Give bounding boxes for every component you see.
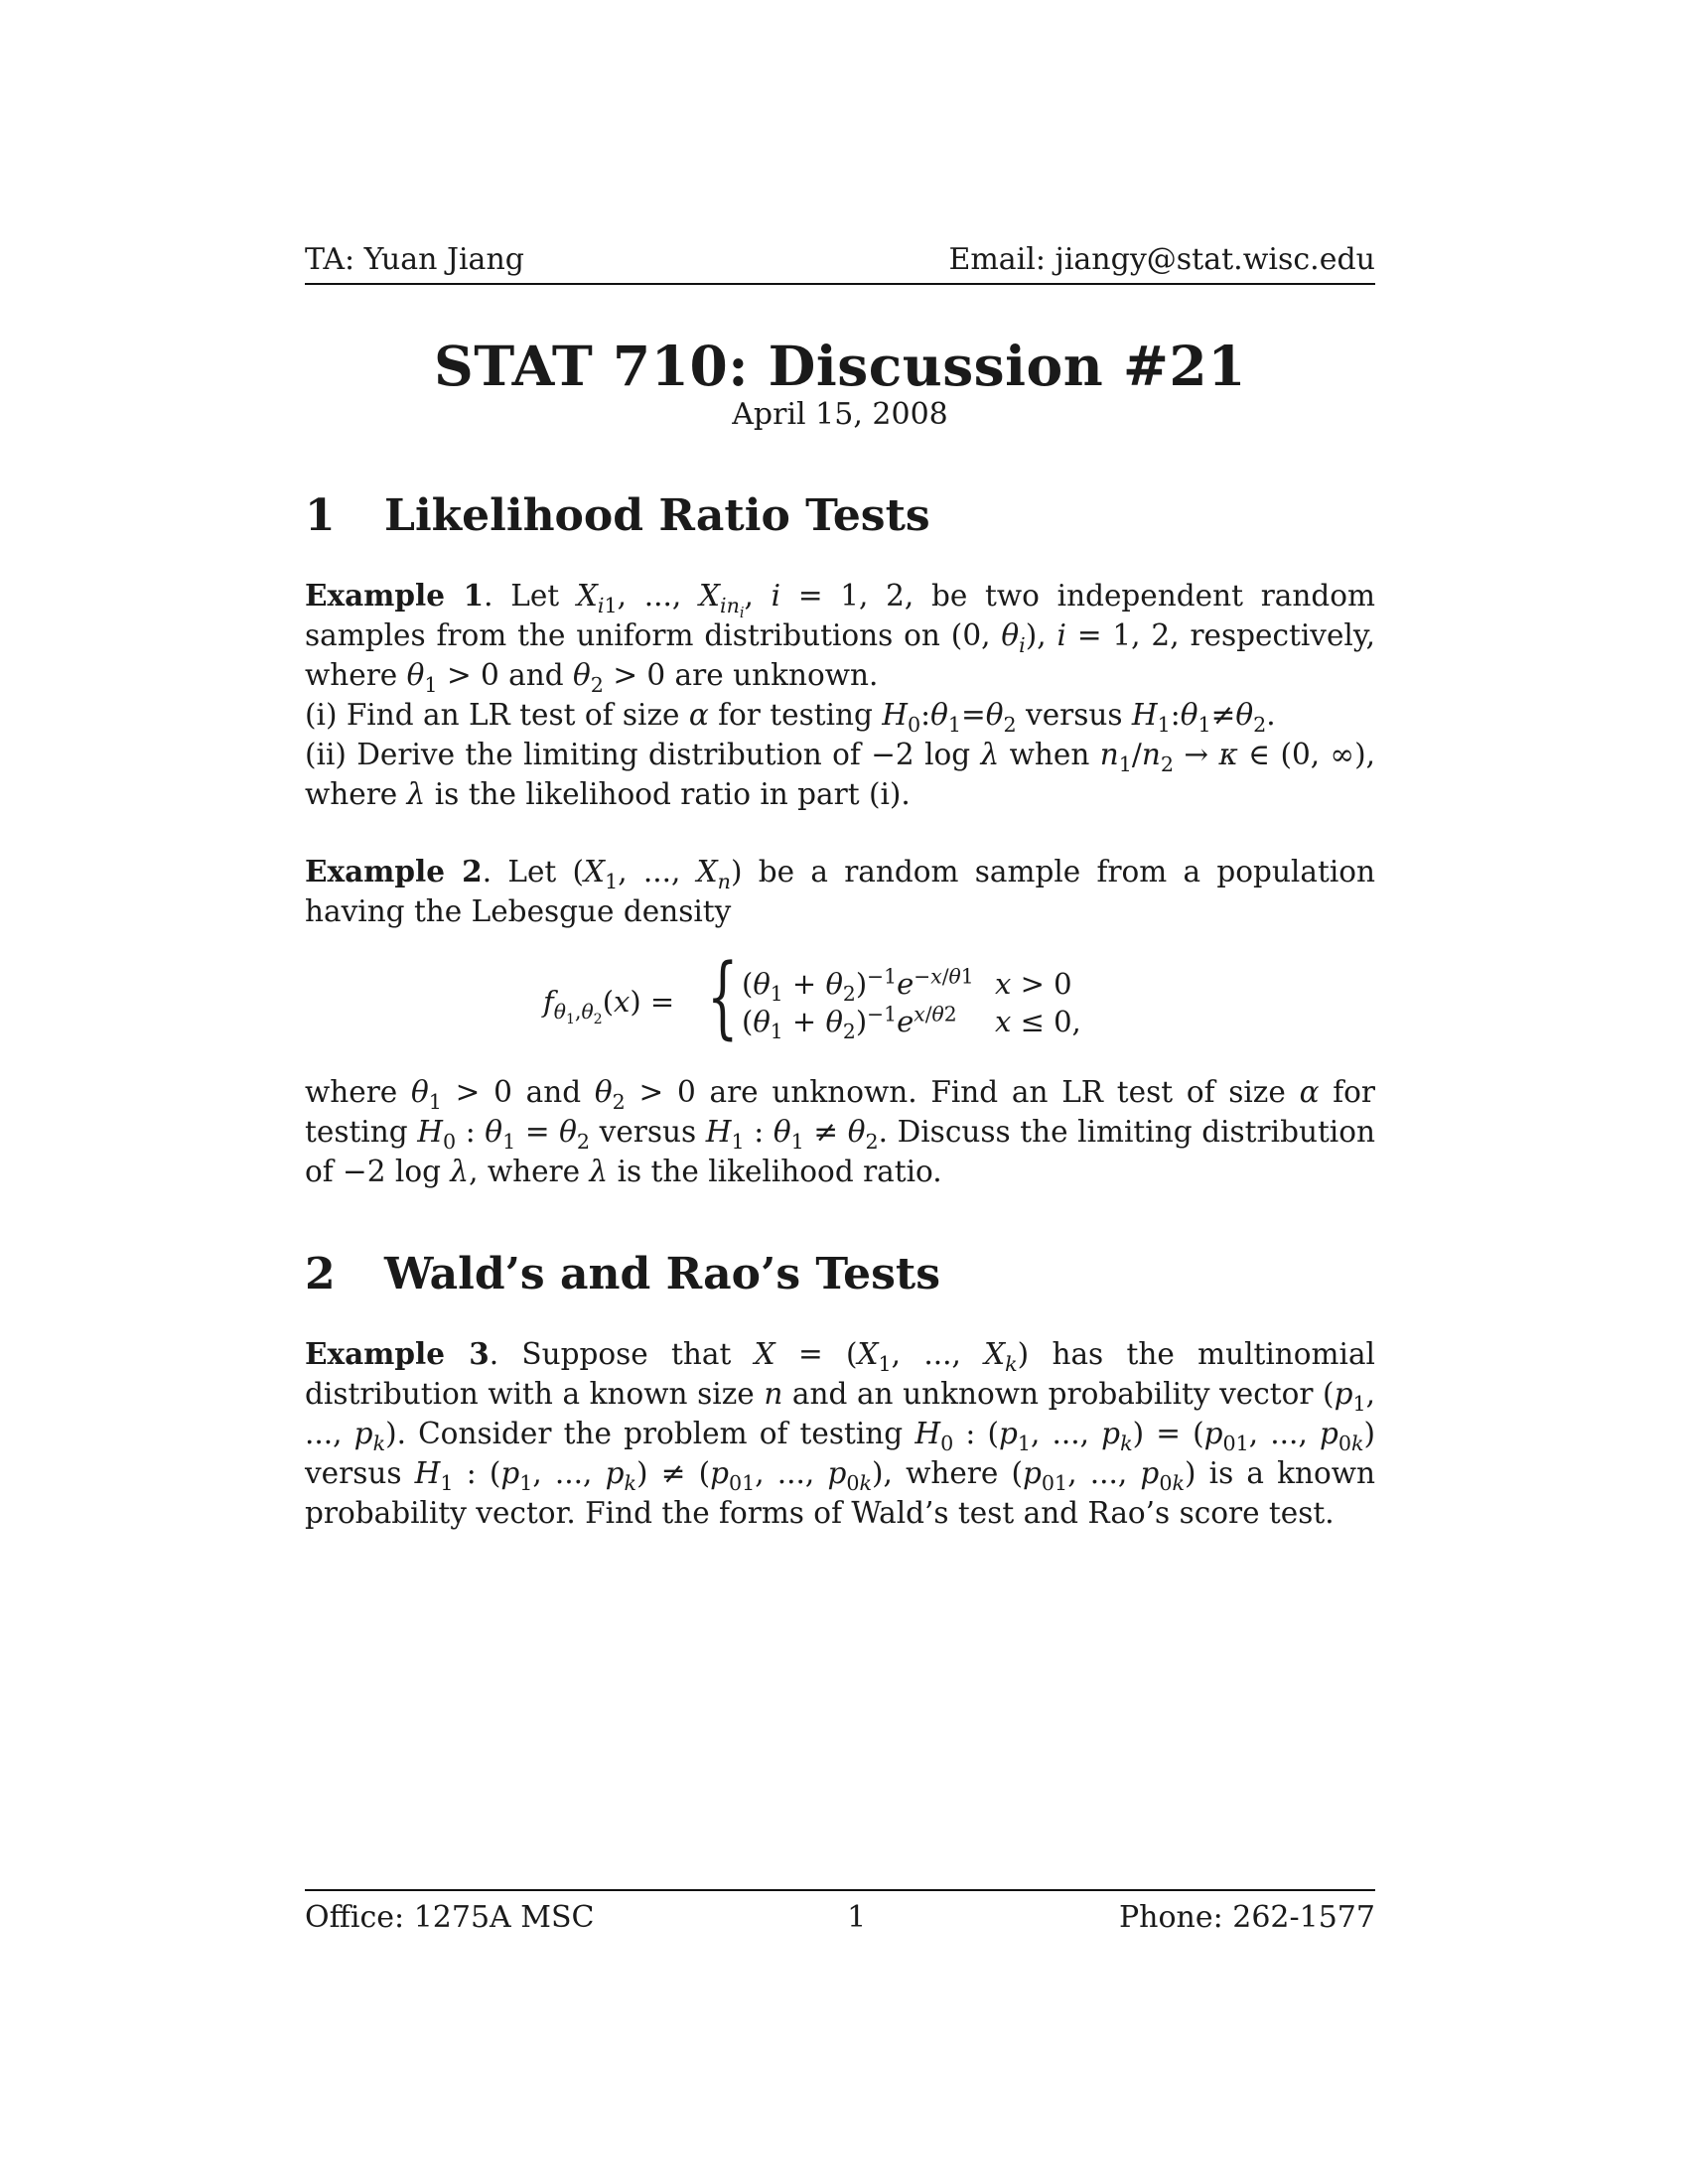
document-title: STAT 710: Discussion #21 bbox=[434, 334, 1246, 398]
section-heading-2 bbox=[305, 1249, 940, 1300]
page-header bbox=[305, 242, 1375, 278]
section-title: Likelihood Ratio Tests bbox=[384, 490, 930, 541]
document-date: April 15, 2008 bbox=[732, 397, 948, 432]
ta-email: Email: jiangy@stat.wisc.edu bbox=[948, 242, 1375, 277]
example-1-label: Example 1 bbox=[305, 578, 485, 613]
example-2-label: Example 2 bbox=[305, 854, 483, 888]
example-3: Example 3. Suppose that $X = (X_1$, ..., $X_k$) has the multinomial distribution with a known size n and an unknown probability vector ($p_1$, ..., $p_k$). Consider the problem of testing $H_0$ : ($p_1$, ..., $p_k) = (p_{01}$, ..., $p_{0k}$) versus $H_1$ : ($p_1$, ..., $p_k) \ne (p_{01}$, ..., $p_{0k}$), where ($p_{01}$, ..., $p_{0k}$) is a known probability vector. Find the forms of Wald’s test and Rao’s score test. bbox=[305, 1336, 1376, 1530]
example-2: Example 2. Let ($X_1$, ..., $X_n$) be a random sample from a population having the Lebesgue density bbox=[305, 854, 1376, 928]
office-info: Office: 1275A MSC bbox=[305, 1900, 595, 1935]
example-3-label: Example 3 bbox=[305, 1336, 490, 1371]
page-footer bbox=[305, 1900, 1375, 1936]
phone-info: Phone: 262-1577 bbox=[1118, 1900, 1375, 1935]
page-number: 1 bbox=[847, 1900, 867, 1935]
example-1: Example 1. Let $X_{i1}$, ..., $X_{in_i}$, i = 1, 2, be two independent random samples from the uniform distributions on (0, $\theta_i$), i = 1, 2, respectively, where $\theta_1 > 0$ and $\theta_2 > 0$ are unknown. (i) Find an LR test of size α for testing $H_0:\theta_1=\theta_2$ versus $H_1:\theta_1\ne\theta_2$. (ii) Derive the limiting distribution of −2 log λ when $n_1/n_2 \to \kappa$ ∈ (0, ∞), where λ is the likelihood ratio in part (i). bbox=[305, 578, 1375, 811]
section-title: Wald’s and Rao’s Tests bbox=[384, 1249, 940, 1299]
footer-rule bbox=[305, 1889, 1375, 1891]
section-heading-1 bbox=[305, 490, 930, 542]
example-2-continued: where $\theta_1 > 0$ and $\theta_2 > 0$ are unknown. Find an LR test of size α for testing $H_0$ : $\theta_1 = \theta_2$ versus $H_1$ : $\theta_1 \ne \theta_2$. Discuss the limiting distribution of −2 log λ, where λ is the likelihood ratio. bbox=[305, 1075, 1376, 1188]
document-page bbox=[305, 0, 1375, 2184]
ta-name: TA: Yuan Jiang bbox=[305, 242, 524, 277]
density-equation: $f_{\theta_1,\theta_2}(x)$ = { $(\theta_1 + \theta_2)^{-1}e^{-x/\theta 1}$ x > 0 $(\theta_1 + \theta_2)^{-1}e^{x/\theta 2}$ x ≤ 0, bbox=[543, 945, 1081, 1049]
header-rule bbox=[305, 283, 1375, 285]
section-number: 2 bbox=[305, 1249, 336, 1299]
section-number: 1 bbox=[305, 490, 336, 541]
